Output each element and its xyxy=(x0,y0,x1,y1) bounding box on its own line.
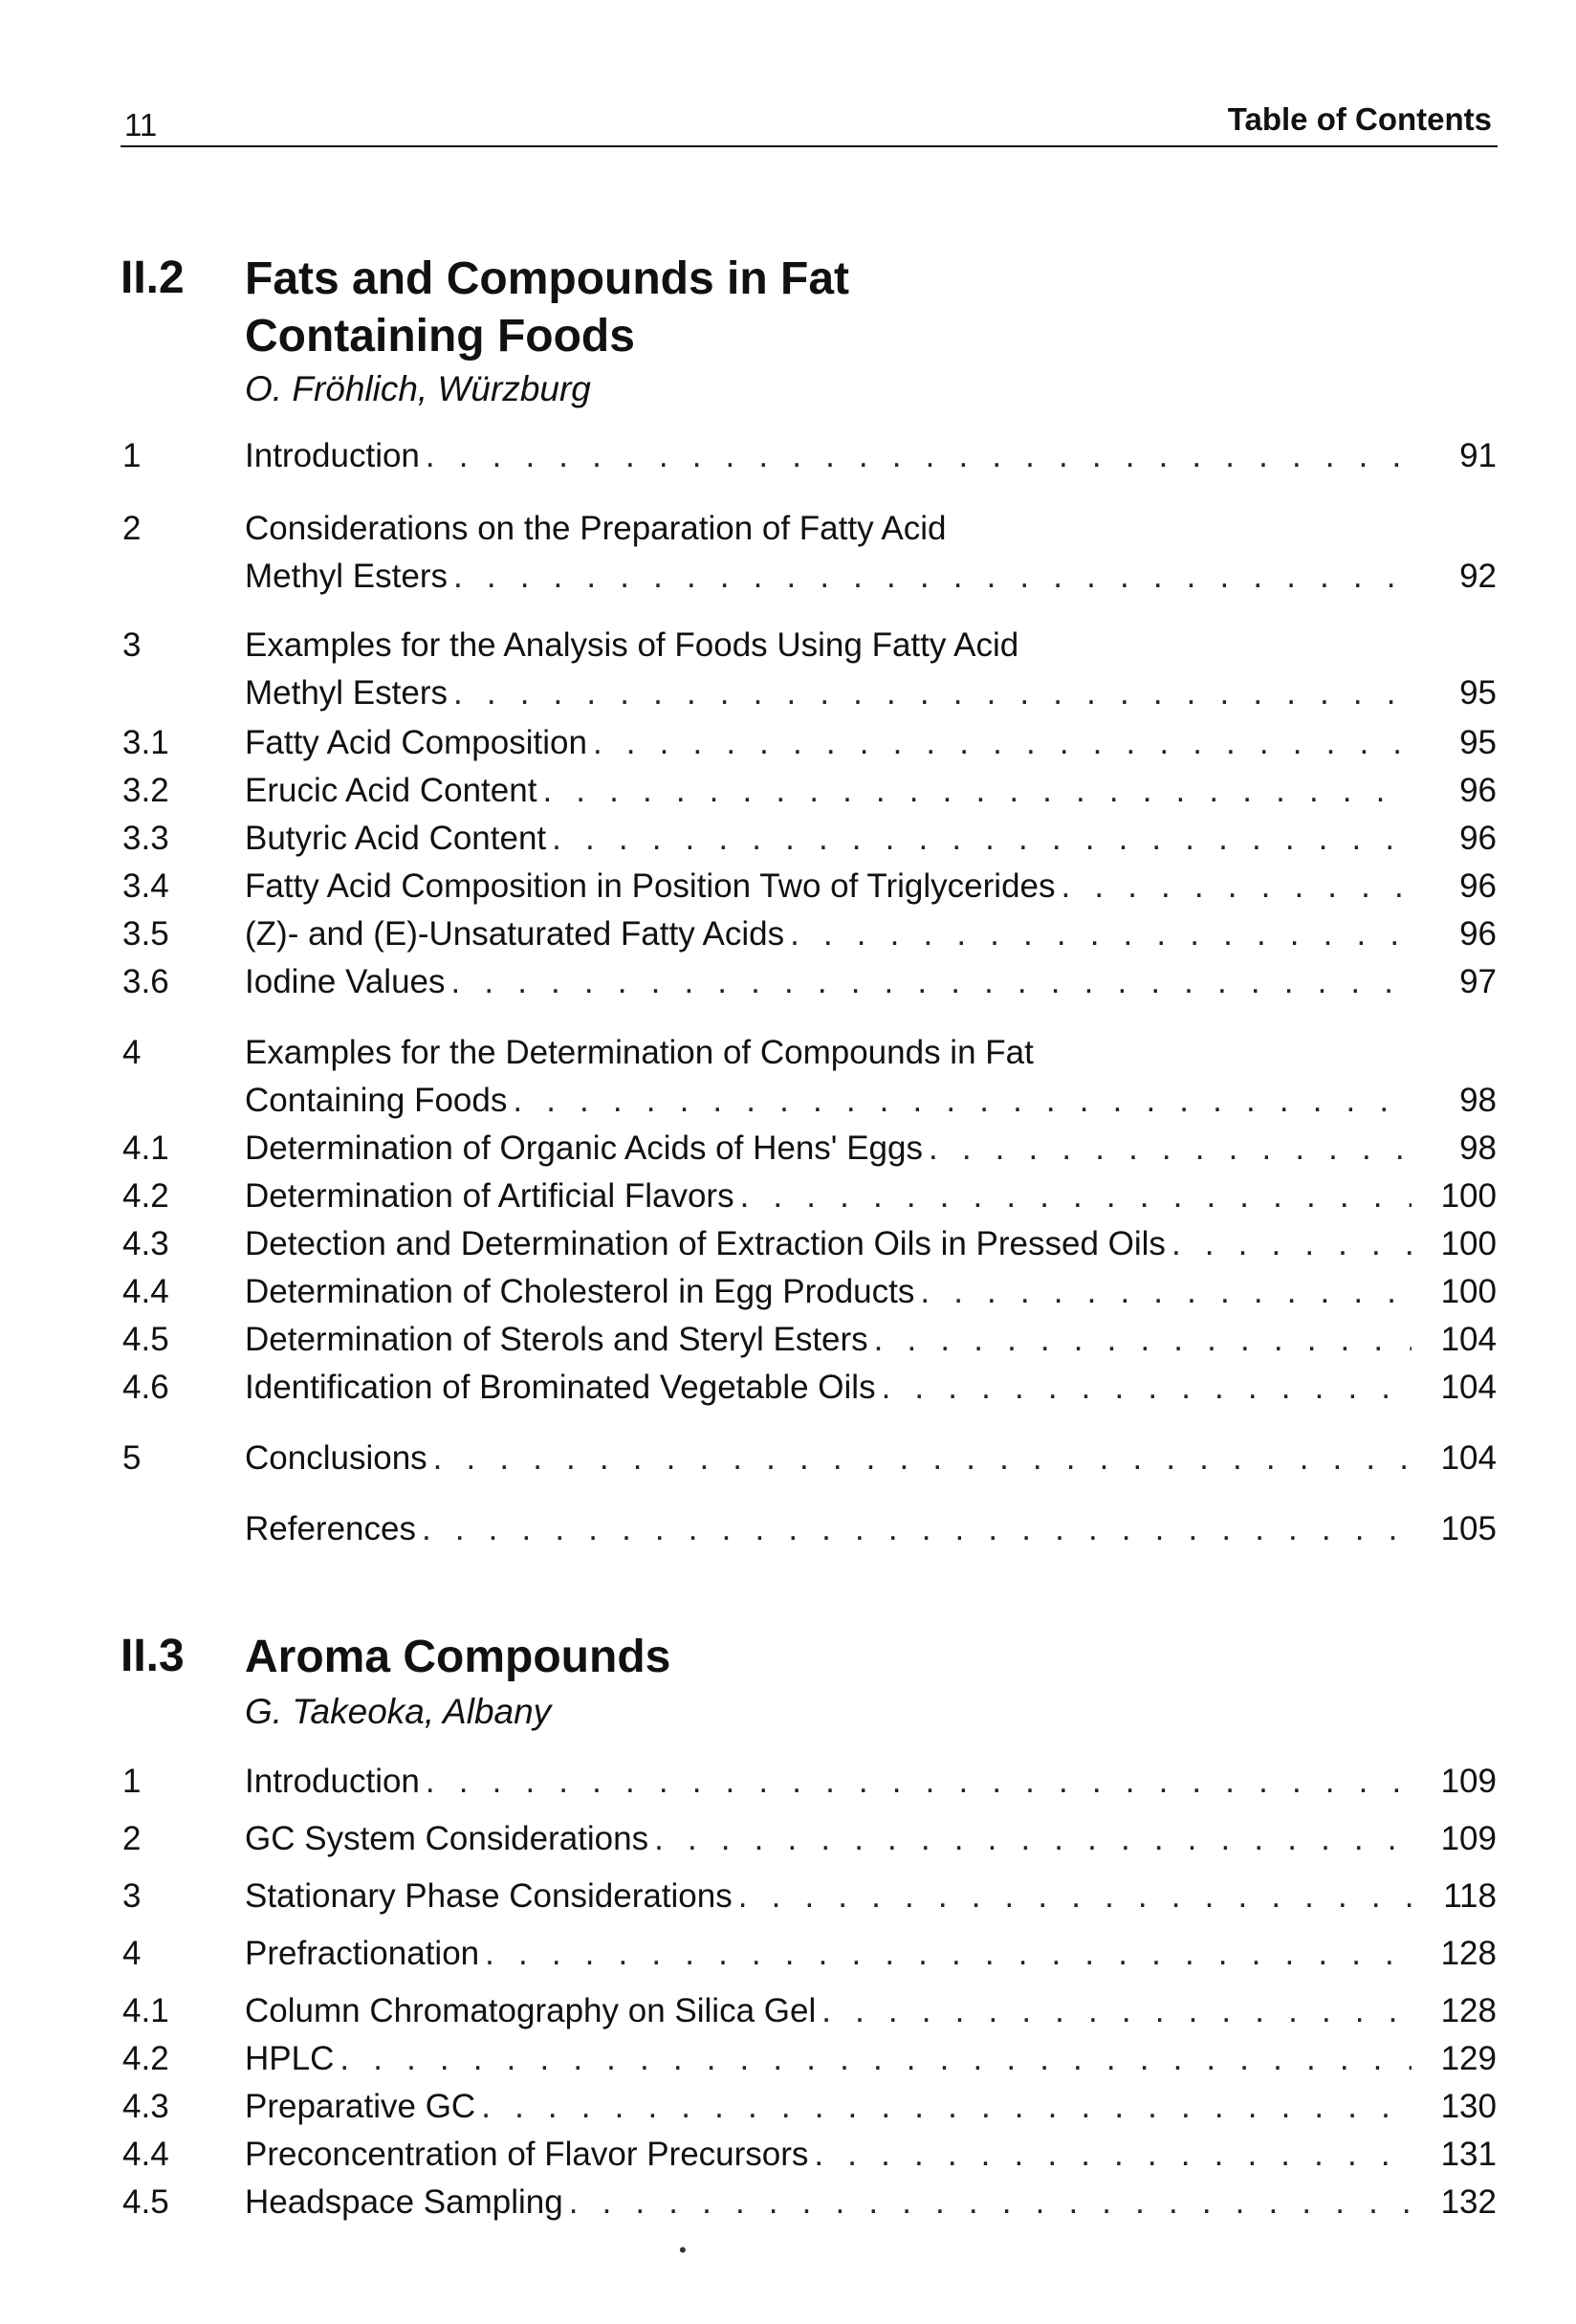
entry-title xyxy=(245,863,1412,910)
entry-title-line xyxy=(245,505,1412,553)
entry-page-number: 128 xyxy=(1440,1935,1497,1972)
entry-page-number: 95 xyxy=(1459,724,1497,761)
entry-title-line xyxy=(245,958,1412,1006)
section-title-line: Fats and Compounds in Fat xyxy=(245,253,849,304)
entry-title xyxy=(245,1873,1412,1920)
entry-title-line xyxy=(245,2083,1412,2131)
entry-page-number: 105 xyxy=(1440,1510,1497,1547)
entry-title xyxy=(245,767,1412,815)
entry-title-text: Methyl Esters xyxy=(245,669,453,717)
entry-title-text: Erucic Acid Content xyxy=(245,767,542,815)
dot-leader xyxy=(814,2131,1412,2179)
entry-number: 4.5 xyxy=(122,1321,169,1358)
entry-title-text: Column Chromatography on Silica Gel xyxy=(245,1987,821,2035)
entry-page-number: 96 xyxy=(1459,772,1497,809)
entry-number: 3.3 xyxy=(122,820,169,857)
entry-number: 4.4 xyxy=(122,2136,169,2173)
entry-title-text: Methyl Esters xyxy=(245,553,453,601)
entry-page-number: 98 xyxy=(1459,1082,1497,1119)
dot-leader xyxy=(882,1364,1412,1412)
entry-title-text: Preconcentration of Flavor Precursors xyxy=(245,2131,814,2179)
entry-title xyxy=(245,505,1412,601)
section-author: O. Fröhlich, Würzburg xyxy=(245,369,591,408)
entry-number: 5 xyxy=(122,1439,142,1477)
entry-page-number: 128 xyxy=(1440,1992,1497,2029)
dot-leader xyxy=(593,719,1412,767)
entry-page-number: 109 xyxy=(1440,1820,1497,1857)
dot-leader xyxy=(339,2035,1412,2083)
entry-title xyxy=(245,1435,1412,1482)
entry-title xyxy=(245,2131,1412,2179)
entry-number: 3.5 xyxy=(122,915,169,953)
entry-title-line xyxy=(245,1758,1412,1806)
entry-title-line xyxy=(245,1268,1412,1316)
stray-dot-mark: • xyxy=(679,2238,687,2262)
entry-title-text: Butyric Acid Content xyxy=(245,815,552,863)
entry-title-text: Preparative GC xyxy=(245,2083,481,2131)
dot-leader xyxy=(481,2083,1412,2131)
dot-leader xyxy=(1062,863,1412,910)
entry-number: 4.2 xyxy=(122,1177,169,1215)
entry-number: 3.6 xyxy=(122,963,169,1000)
entry-page-number: 95 xyxy=(1459,674,1497,712)
dot-leader xyxy=(513,1077,1412,1125)
dot-leader xyxy=(654,1815,1412,1863)
entry-title-line xyxy=(245,1930,1412,1978)
entry-title xyxy=(245,1029,1412,1125)
dot-leader xyxy=(790,910,1412,958)
entry-title-line xyxy=(245,863,1412,910)
section-title xyxy=(245,1629,1297,1686)
entry-title-line xyxy=(245,1077,1412,1125)
entry-page-number: 96 xyxy=(1459,820,1497,857)
entry-title xyxy=(245,432,1412,480)
entry-title-text: References xyxy=(245,1505,422,1553)
entry-title-text: Considerations on the Preparation of Fatty Acid xyxy=(245,510,952,547)
entry-page-number: 96 xyxy=(1459,867,1497,905)
entry-title xyxy=(245,1505,1412,1553)
dot-leader xyxy=(874,1316,1412,1364)
entry-page-number: 109 xyxy=(1440,1763,1497,1800)
entry-number: 4.4 xyxy=(122,1273,169,1310)
entry-title xyxy=(245,1364,1412,1412)
entry-title-text: Detection and Determination of Extraction Oils in Pressed Oils xyxy=(245,1220,1171,1268)
entry-title-line xyxy=(245,1364,1412,1412)
entry-page-number: 98 xyxy=(1459,1129,1497,1167)
entry-title-text: Containing Foods xyxy=(245,1077,513,1125)
entry-title-text: Fatty Acid Composition in Position Two of Triglycerides xyxy=(245,863,1062,910)
dot-leader xyxy=(740,1173,1412,1220)
entry-number: 1 xyxy=(122,437,142,474)
entry-page-number: 92 xyxy=(1459,558,1497,595)
entry-number: 2 xyxy=(122,1820,142,1857)
entry-page-number: 130 xyxy=(1440,2088,1497,2125)
dot-leader xyxy=(1171,1220,1412,1268)
entry-title xyxy=(245,815,1412,863)
entry-number: 1 xyxy=(122,1763,142,1800)
entry-title-text: Examples for the Determination of Compounds in Fat xyxy=(245,1034,1040,1071)
entry-title xyxy=(245,2179,1412,2226)
dot-leader xyxy=(451,958,1412,1006)
running-head xyxy=(120,99,1498,147)
dot-leader xyxy=(453,669,1412,717)
entry-title-line xyxy=(245,767,1412,815)
entry-number: 3.2 xyxy=(122,772,169,809)
dot-leader xyxy=(738,1873,1412,1920)
entry-page-number: 100 xyxy=(1440,1273,1497,1310)
entry-title xyxy=(245,1220,1412,1268)
entry-page-number: 100 xyxy=(1440,1225,1497,1262)
entry-title-text: (Z)- and (E)-Unsaturated Fatty Acids xyxy=(245,910,790,958)
entry-title-line xyxy=(245,719,1412,767)
entry-title-line xyxy=(245,2179,1412,2226)
entry-title-line xyxy=(245,1987,1412,2035)
entry-title-text: Stationary Phase Considerations xyxy=(245,1873,738,1920)
entry-number: 3 xyxy=(122,1877,142,1915)
entry-title xyxy=(245,1268,1412,1316)
dot-leader xyxy=(552,815,1412,863)
entry-title-line xyxy=(245,432,1412,480)
entry-title-text: Identification of Brominated Vegetable Oils xyxy=(245,1364,882,1412)
entry-title-text: GC System Considerations xyxy=(245,1815,654,1863)
entry-title xyxy=(245,622,1412,717)
dot-leader xyxy=(929,1125,1412,1173)
running-title: Table of Contents xyxy=(1227,101,1492,137)
entry-title-line xyxy=(245,1029,1412,1077)
dot-leader xyxy=(542,767,1412,815)
entry-title-text: Headspace Sampling xyxy=(245,2179,569,2226)
entry-title-line xyxy=(245,1435,1412,1482)
entry-page-number: 104 xyxy=(1440,1321,1497,1358)
entry-number: 4 xyxy=(122,1935,142,1972)
entry-number: 3.1 xyxy=(122,724,169,761)
entry-title-line xyxy=(245,815,1412,863)
dot-leader xyxy=(920,1268,1412,1316)
entry-title xyxy=(245,1987,1412,2035)
entry-title-text: Introduction xyxy=(245,432,426,480)
dot-leader xyxy=(433,1435,1412,1482)
entry-title xyxy=(245,719,1412,767)
entry-title-text: Prefractionation xyxy=(245,1930,485,1978)
entry-title-line xyxy=(245,1220,1412,1268)
entry-title-line xyxy=(245,910,1412,958)
entry-number: 3 xyxy=(122,626,142,664)
entry-page-number: 131 xyxy=(1440,2136,1497,2173)
entry-page-number: 96 xyxy=(1459,915,1497,953)
entry-title-text: Fatty Acid Composition xyxy=(245,719,593,767)
dot-leader xyxy=(426,1758,1412,1806)
entry-page-number: 132 xyxy=(1440,2183,1497,2221)
entry-title-text: Determination of Organic Acids of Hens' Eggs xyxy=(245,1125,929,1173)
entry-title-text: Determination of Sterols and Steryl Esters xyxy=(245,1316,874,1364)
header-rule xyxy=(120,145,1498,147)
section-number: II.3 xyxy=(120,1631,185,1681)
entry-title-text: HPLC xyxy=(245,2035,339,2083)
entry-title-line xyxy=(245,2131,1412,2179)
entry-title-text: Determination of Artificial Flavors xyxy=(245,1173,740,1220)
entry-title xyxy=(245,2035,1412,2083)
entry-page-number: 104 xyxy=(1440,1439,1497,1477)
entry-title xyxy=(245,2083,1412,2131)
entry-number: 2 xyxy=(122,510,142,547)
entry-title-line xyxy=(245,1316,1412,1364)
entry-title-line xyxy=(245,1873,1412,1920)
entry-page-number: 104 xyxy=(1440,1369,1497,1406)
dot-leader xyxy=(821,1987,1412,2035)
dot-leader xyxy=(422,1505,1412,1553)
entry-number: 4.5 xyxy=(122,2183,169,2221)
entry-title-line xyxy=(245,1505,1412,1553)
section-author: G. Takeoka, Albany xyxy=(245,1692,552,1731)
entry-title xyxy=(245,1173,1412,1220)
entry-page-number: 91 xyxy=(1459,437,1497,474)
entry-title-line xyxy=(245,1125,1412,1173)
entry-title-text: Examples for the Analysis of Foods Using Fatty Acid xyxy=(245,626,1024,664)
section-title-line: Aroma Compounds xyxy=(245,1632,671,1682)
section-number: II.2 xyxy=(120,252,185,303)
entry-title xyxy=(245,1316,1412,1364)
entry-title-line xyxy=(245,2035,1412,2083)
entry-title-text: Determination of Cholesterol in Egg Products xyxy=(245,1268,920,1316)
section-title xyxy=(245,251,1297,365)
entry-page-number: 129 xyxy=(1440,2040,1497,2077)
entry-title-line xyxy=(245,622,1412,669)
entry-title xyxy=(245,910,1412,958)
entry-title-line xyxy=(245,553,1412,601)
entry-title-text: Conclusions xyxy=(245,1435,433,1482)
entry-number: 4.3 xyxy=(122,2088,169,2125)
dot-leader xyxy=(485,1930,1412,1978)
entry-title xyxy=(245,1125,1412,1173)
entry-number: 4.6 xyxy=(122,1369,169,1406)
entry-title-line xyxy=(245,1815,1412,1863)
dot-leader xyxy=(426,432,1412,480)
entry-title xyxy=(245,958,1412,1006)
entry-title xyxy=(245,1815,1412,1863)
entry-title-line xyxy=(245,669,1412,717)
entry-title xyxy=(245,1758,1412,1806)
entry-page-number: 118 xyxy=(1443,1877,1497,1915)
entry-number: 4 xyxy=(122,1034,142,1071)
dot-leader xyxy=(569,2179,1412,2226)
page-number: 11 xyxy=(124,107,158,143)
entry-title-line xyxy=(245,1173,1412,1220)
entry-number: 4.1 xyxy=(122,1992,169,2029)
entry-title-text: Introduction xyxy=(245,1758,426,1806)
entry-number: 3.4 xyxy=(122,867,169,905)
entry-page-number: 100 xyxy=(1440,1177,1497,1215)
entry-number: 4.2 xyxy=(122,2040,169,2077)
section-title-line: Containing Foods xyxy=(245,311,635,362)
entry-number: 4.3 xyxy=(122,1225,169,1262)
entry-page-number: 97 xyxy=(1459,963,1497,1000)
entry-number: 4.1 xyxy=(122,1129,169,1167)
entry-title xyxy=(245,1930,1412,1978)
entry-title-text: Iodine Values xyxy=(245,958,451,1006)
dot-leader xyxy=(453,553,1412,601)
